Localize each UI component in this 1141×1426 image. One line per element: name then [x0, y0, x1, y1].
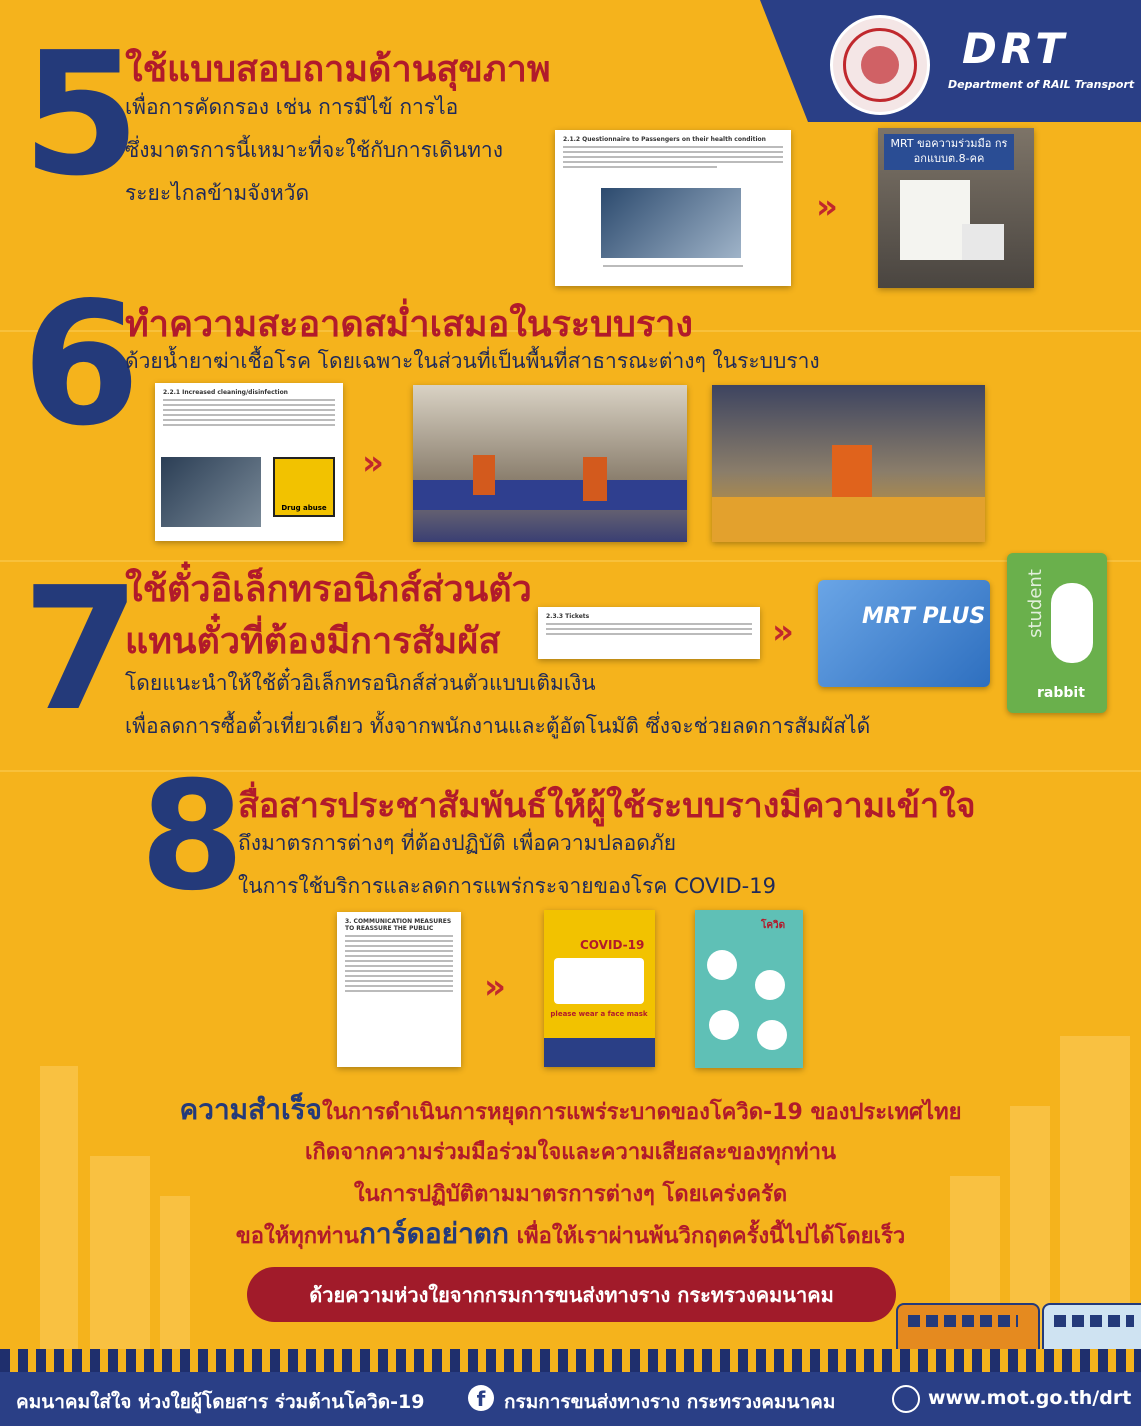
- section-5-number: 5: [22, 16, 141, 214]
- covid-poster-1-title: COVID-19: [580, 938, 645, 952]
- section-7-line-1: โดยแนะนำให้ใช้ตั๋วอิเล็กทรอนิกส์ส่วนตัวแบบเติมเงิน: [125, 671, 596, 695]
- section-6-line-1: ด้วยน้ำยาฆ่าเชื้อโรค โดยเฉพาะในส่วนที่เป็นพื้นที่สาธารณะต่างๆ ในระบบราง: [125, 349, 820, 373]
- logo-panel-bg: [760, 0, 1141, 122]
- section-8-line-2: ในการใช้บริการและลดการแพร่กระจายของโรค COVID-19: [238, 874, 776, 898]
- section-7-doc-heading: 2.3.3 Tickets: [546, 613, 590, 620]
- section-5-document: [555, 130, 791, 286]
- section-8-line-1: ถึงมาตรการต่างๆ ที่ต้องปฏิบัติ เพื่อความปลอดภัย: [238, 831, 677, 855]
- summary-line-3: ในการปฏิบัติตามมาตรการต่างๆ โดยเคร่งครัด: [353, 1182, 788, 1207]
- section-6-photo-1: [413, 385, 687, 542]
- summary-line-2: เกิดจากความร่วมมือร่วมใจและความเสียสละของทุกท่าน: [305, 1140, 836, 1165]
- summary-line-4-a: ขอให้ทุกท่าน: [235, 1224, 359, 1249]
- drug-abuse-sign: [273, 457, 335, 517]
- section-7-title-line-2: แทนตั๋วที่ต้องมีการสัมผัส: [125, 621, 501, 662]
- summary-line-1: [0, 1088, 1141, 1132]
- covid-poster-1-text: please wear a face mask: [550, 1010, 648, 1018]
- section-8-document: [337, 912, 461, 1067]
- section-8-title: สื่อสารประชาสัมพันธ์ให้ผู้ใช้ระบบรางมีความเข้าใจ: [238, 786, 976, 826]
- section-5-arrow-icon: »: [816, 187, 838, 227]
- section-8-arrow-icon: »: [484, 967, 506, 1007]
- section-5-line-3: ระยะไกลข้ามจังหวัด: [125, 181, 310, 205]
- section-7-arrow-icon: »: [772, 612, 794, 652]
- footer: [0, 1372, 1141, 1426]
- cleaning-doc-photo: [161, 457, 261, 527]
- logo-panel: [760, 0, 1141, 122]
- section-8-number: 8: [140, 750, 245, 924]
- footer-slogan: คมนาคมใส่ใจ ห่วงใยผู้โดยสาร ร่วมต้านโควิด-19: [16, 1391, 425, 1413]
- summary-line-1-rest: ในการดำเนินการหยุดการแพร่ระบาดของโควิด-19 ของประเทศไทย: [321, 1100, 962, 1125]
- globe-icon[interactable]: [892, 1385, 920, 1413]
- rabbit-student-card: [1007, 553, 1107, 713]
- train-icon-2: [1042, 1303, 1141, 1351]
- section-6-document: [155, 383, 343, 541]
- covid-poster-2-title: โควิด: [761, 920, 786, 931]
- section-5-line-1: เพื่อการคัดกรอง เช่น การมีไข้ การไอ: [125, 95, 459, 119]
- section-5-doc-heading: 2.1.2 Questionnaire to Passengers on their health condition: [563, 136, 766, 143]
- section-6-title: ทำความสะอาดสม่ำเสมอในระบบราง: [125, 304, 693, 345]
- ministry-seal-icon: [830, 15, 930, 115]
- section-7-title-line-1: ใช้ตั๋วอิเล็กทรอนิกส์ส่วนตัว: [125, 569, 532, 610]
- section-7-line-2: เพื่อลดการซื้อตั๋วเที่ยวเดียว ทั้งจากพนักงานและตู้อัตโนมัติ ซึ่งจะช่วยลดการสัมผัสได้: [125, 714, 871, 738]
- facebook-icon[interactable]: f: [468, 1385, 494, 1411]
- summary-line-4-b: เพื่อให้เราผ่านพ้นวิกฤตครั้งนี้ไปได้โดยเร็ว: [508, 1224, 906, 1249]
- section-5-photo-caption: MRT ขอความร่วมมือ กรอกแบบต.8-คค: [884, 134, 1014, 170]
- covid-poster-2: [695, 910, 803, 1068]
- mrt-plus-card: [818, 580, 990, 687]
- section-6-number: 6: [22, 266, 141, 464]
- train-icon: [896, 1303, 1040, 1351]
- section-7-number: 7: [22, 551, 141, 749]
- message-pill: ด้วยความห่วงใยจากกรมการขนส่งทางราง กระทรวงคมนาคม: [247, 1267, 896, 1322]
- rabbit-card-bottom-label: rabbit: [1037, 685, 1085, 701]
- drug-abuse-label: Drug abuse: [281, 504, 327, 512]
- section-5-title: ใช้แบบสอบถามด้านสุขภาพ: [125, 49, 551, 90]
- footer-website-link[interactable]: www.mot.go.th/drt: [928, 1387, 1132, 1409]
- footer-facebook-link[interactable]: กรมการขนส่งทางราง กระทรวงคมนาคม: [504, 1391, 836, 1413]
- rabbit-card-top-label: student: [1024, 569, 1046, 638]
- section-7-document: [538, 607, 760, 659]
- rabbit-icon: [1051, 583, 1093, 663]
- summary-line-4: [0, 1212, 1141, 1256]
- covid-poster-1: [544, 910, 655, 1067]
- rail-track: [0, 1349, 1141, 1372]
- summary-line-1-emph: ความสำเร็จ: [179, 1093, 322, 1126]
- drt-logo: DRT: [962, 24, 1068, 73]
- section-6-doc-heading: 2.2.1 Increased cleaning/disinfection: [163, 389, 288, 396]
- drt-logo-subtitle: Department of RAIL Transport: [948, 78, 1135, 91]
- phone-photo: [601, 188, 741, 258]
- section-6-photo-2: [712, 385, 985, 542]
- section-8-doc-heading: 3. COMMUNICATION MEASURES TO REASSURE THE PUBLIC: [345, 918, 452, 932]
- section-5-photo: [878, 128, 1034, 288]
- summary-line-4-emph: การ์ดอย่าตก: [358, 1217, 509, 1250]
- mrt-plus-card-label: MRT PLUS: [862, 604, 986, 629]
- section-6-arrow-icon: »: [362, 443, 384, 483]
- section-5-line-2: ซึ่งมาตรการนี้เหมาะที่จะใช้กับการเดินทาง: [125, 138, 503, 162]
